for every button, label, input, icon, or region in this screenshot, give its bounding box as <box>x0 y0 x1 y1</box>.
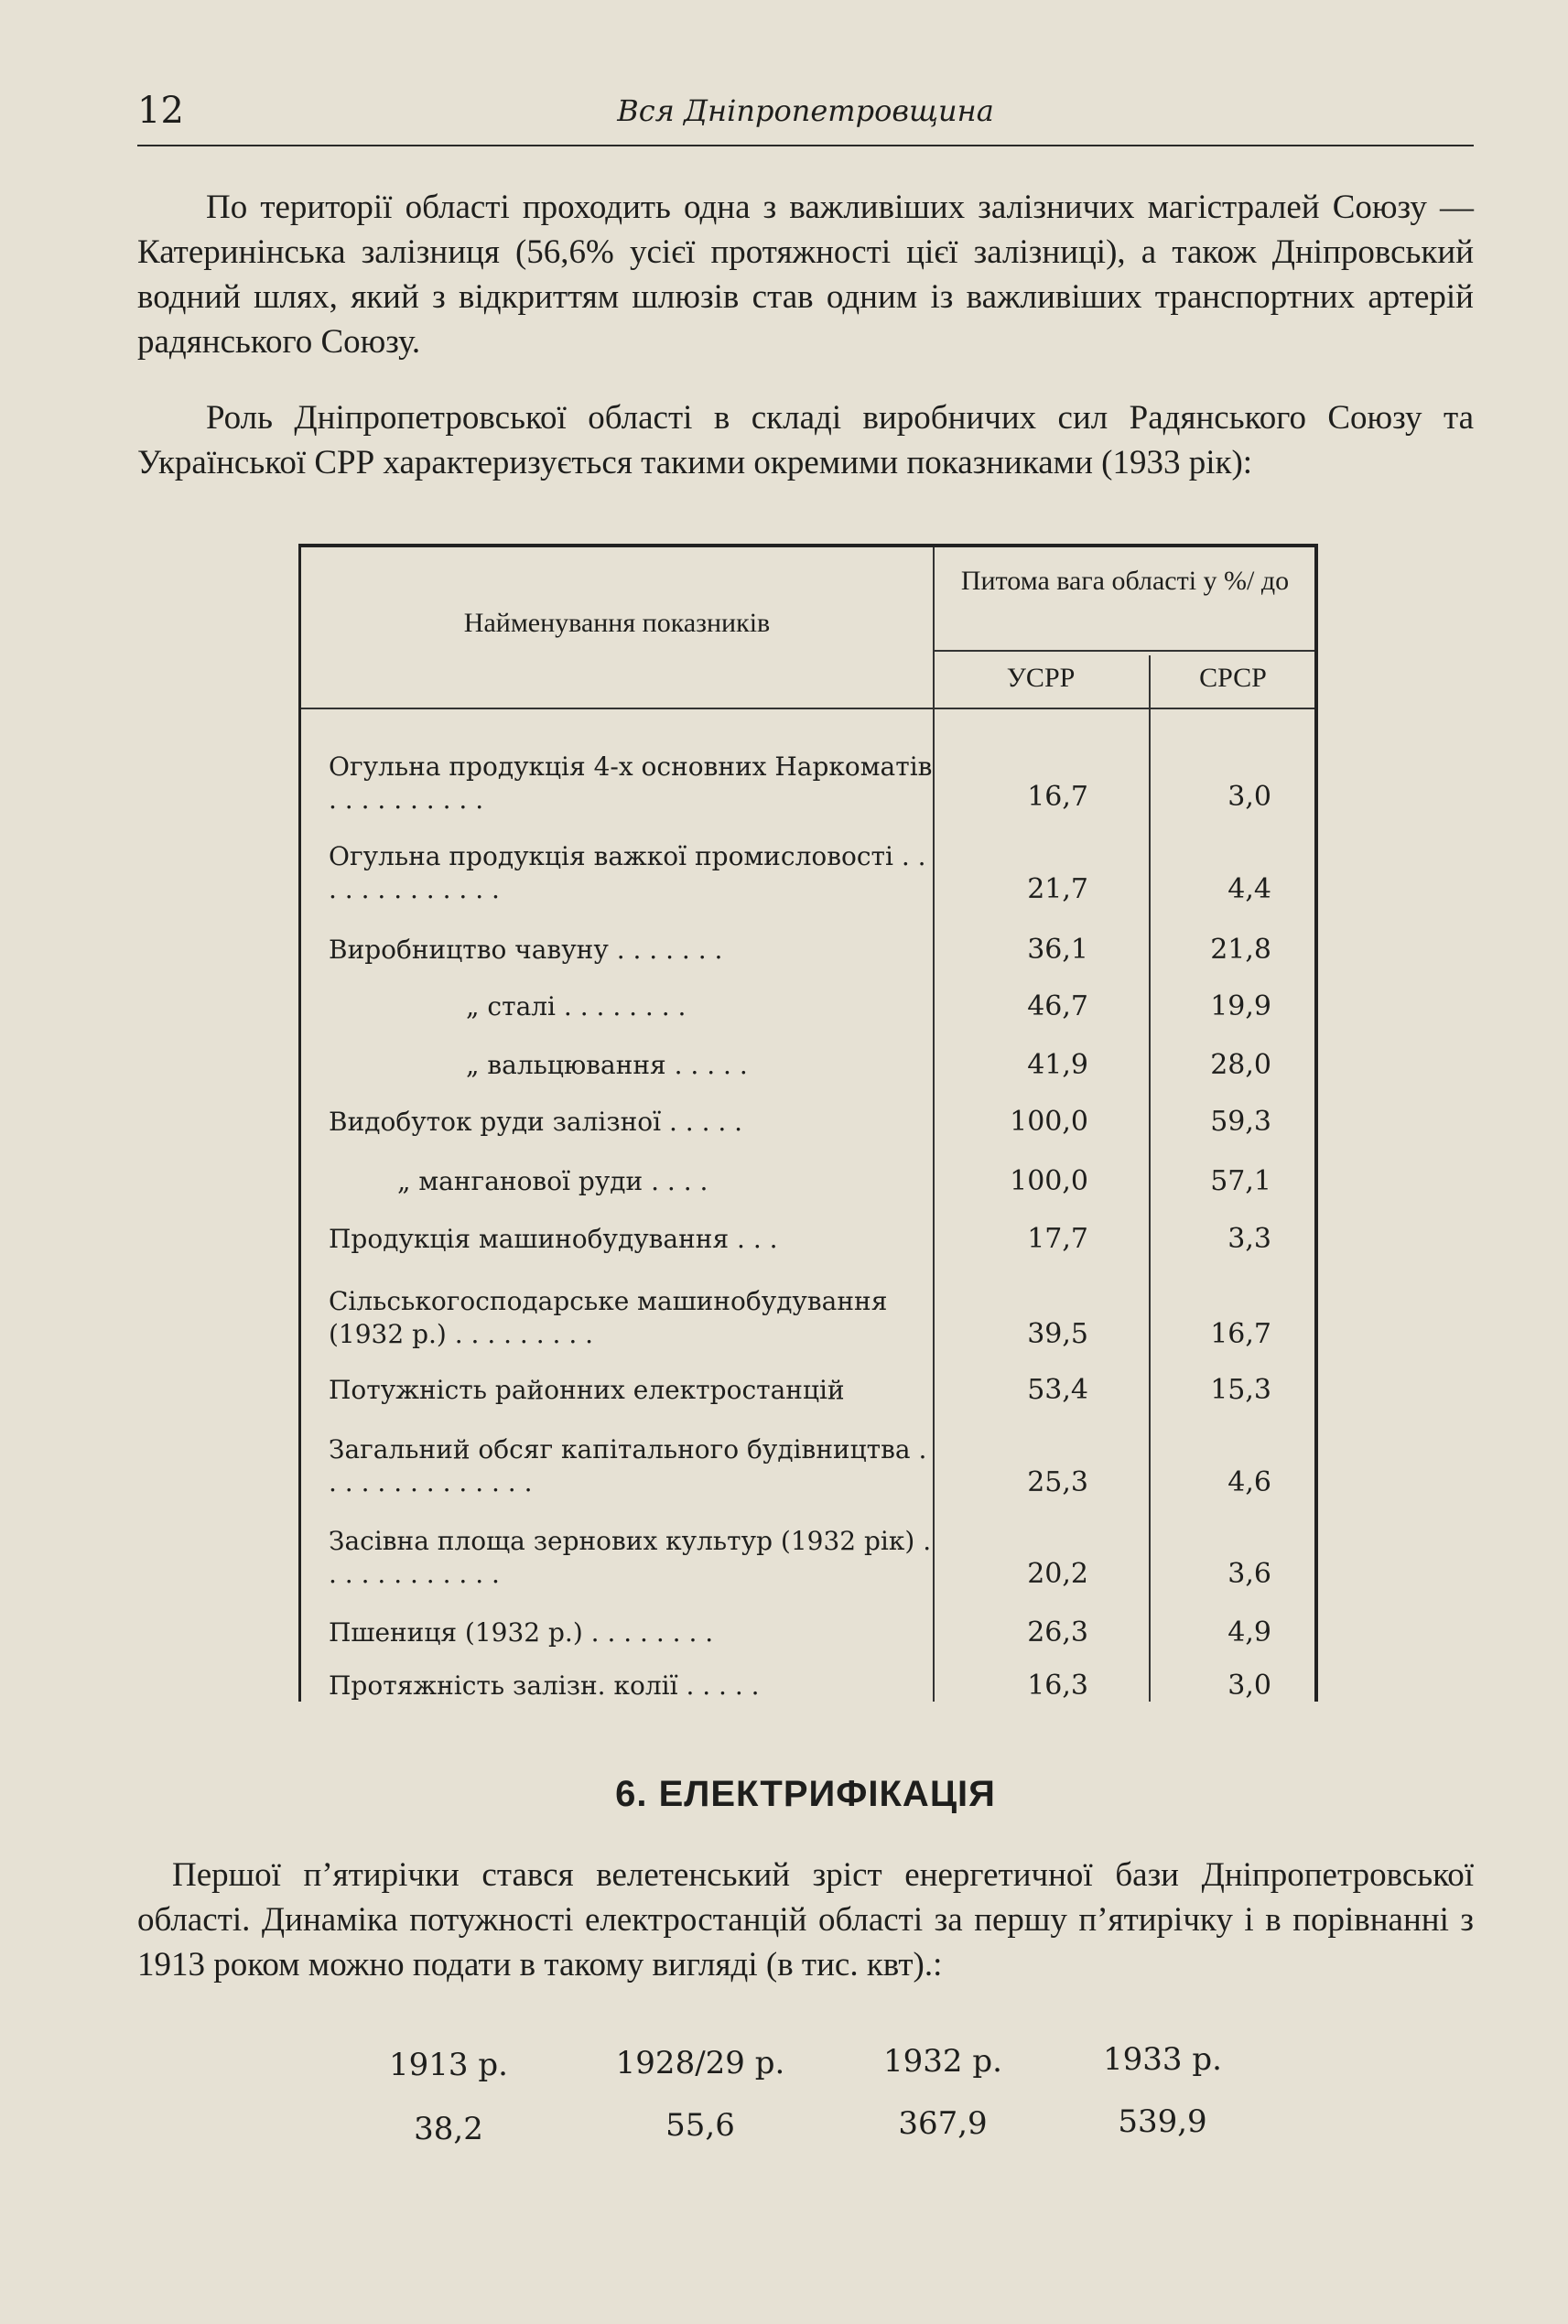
value-ussr: 39,5 <box>1027 1318 1088 1350</box>
value-sssr: 3,0 <box>1227 1670 1271 1702</box>
value-ussr: 36,1 <box>1027 934 1088 966</box>
year-label: 1913 р. <box>389 2047 508 2083</box>
row-label: Видобуток руди залізної . . . . . <box>329 1107 743 1137</box>
row-label: „ сталі . . . . . . . . <box>466 991 687 1021</box>
value-ussr: 16,3 <box>1027 1670 1088 1702</box>
value-sssr: 19,9 <box>1210 990 1271 1022</box>
row-label: Загальний обсяг капітального будівництва . . . . . . . . . . . . . . <box>329 1434 927 1497</box>
capacity-value: 367,9 <box>898 2105 988 2142</box>
value-ussr: 100,0 <box>1010 1165 1088 1197</box>
page-header <box>137 90 1474 146</box>
capacity-value: 55,6 <box>665 2107 735 2144</box>
row-label: Потужність районних електростанцій <box>329 1375 845 1405</box>
section-heading: 6. ЕЛЕКТРИФІКАЦІЯ <box>615 1774 996 1814</box>
value-sssr: 21,8 <box>1210 934 1271 966</box>
row-label: „ манганової руди . . . . <box>397 1166 708 1196</box>
row-label: Огульна продукція важкої промисловості . . . . . . . . . . . . . <box>329 841 926 904</box>
value-ussr: 16,7 <box>1027 781 1088 813</box>
header-sssr: СРСР <box>1199 663 1267 693</box>
year-label: 1928/29 р. <box>615 2045 785 2081</box>
value-ussr: 46,7 <box>1027 990 1088 1022</box>
row-label: Засівна площа зернових культур (1932 рік) . . . . . . . . . . . . <box>329 1526 932 1589</box>
value-sssr: 4,6 <box>1227 1466 1271 1498</box>
capacity-value: 539,9 <box>1118 2103 1207 2140</box>
table-intro-paragraph: Роль Дніпропетровської області в складі виробничих сил Радянського Союзу та Української СРР характеризується такими окремими показниками (1933 рік): <box>137 399 1474 481</box>
row-label: Сільськогосподарське машинобудування (1932 р.) . . . . . . . . . <box>329 1286 888 1349</box>
value-sssr: 28,0 <box>1210 1049 1271 1081</box>
value-sssr: 3,0 <box>1227 781 1271 813</box>
running-title: Вся Дніпропетровщина <box>617 93 994 128</box>
indicators-table <box>298 544 1318 1702</box>
value-ussr: 26,3 <box>1027 1616 1088 1648</box>
row-label: „ вальцювання . . . . . <box>466 1050 748 1080</box>
value-ussr: 17,7 <box>1027 1223 1088 1255</box>
row-label: Виробництво чавуну . . . . . . . <box>329 935 723 965</box>
year-label: 1932 р. <box>883 2043 1002 2080</box>
year-label: 1933 р. <box>1103 2041 1222 2078</box>
value-ussr: 53,4 <box>1027 1374 1088 1406</box>
value-sssr: 15,3 <box>1210 1374 1271 1406</box>
value-sssr: 4,4 <box>1227 873 1271 905</box>
row-label: Протяжність залізн. колії . . . . . <box>329 1670 760 1701</box>
header-share: Питома вага області у %/ до <box>960 566 1290 596</box>
value-sssr: 3,6 <box>1227 1558 1271 1590</box>
capacity-value: 38,2 <box>414 2111 483 2147</box>
row-label: Огульна продукція 4-х основних Наркоматів . . . . . . . . . . <box>329 751 933 815</box>
row-label: Пшениця (1932 р.) . . . . . . . . <box>329 1617 714 1648</box>
value-ussr: 20,2 <box>1027 1558 1088 1590</box>
value-sssr: 57,1 <box>1210 1165 1271 1197</box>
value-ussr: 41,9 <box>1027 1049 1088 1081</box>
header-bottom-line <box>301 708 1314 709</box>
value-ussr: 21,7 <box>1027 873 1088 905</box>
row-label: Продукція машинобудування . . . <box>329 1224 778 1254</box>
value-sssr: 3,3 <box>1227 1223 1271 1255</box>
value-sssr: 16,7 <box>1210 1318 1271 1350</box>
electrification-paragraph: Першої п’ятирічки стався велетенський зріст енергетичної бази Дніпропетровської області. Динаміка потужності електростанцій області за першу п’ятирічку і в порівнанні з 1913 роком можно подати в такому вигляді (в тис. квт).: <box>137 1856 1474 1984</box>
value-ussr: 100,0 <box>1010 1106 1088 1138</box>
page-number: 12 <box>137 90 184 132</box>
header-ussr: УСРР <box>1006 663 1076 693</box>
value-sssr: 59,3 <box>1210 1106 1271 1138</box>
header-divider <box>933 650 1314 652</box>
header-indicator-name: Найменування показників <box>463 608 771 638</box>
intro-paragraph: По території області проходить одна з важливіших залізничих магістралей Союзу — Катеринінська залізниця (56,6% усієї протяжності цієї залізниці), а також Дніпровський водний шлях, який з відкриттям шлюзів став одним із важливіших транспортних артерій радянського Союзу. <box>137 189 1474 361</box>
value-sssr: 4,9 <box>1227 1616 1271 1648</box>
value-ussr: 25,3 <box>1027 1466 1088 1498</box>
